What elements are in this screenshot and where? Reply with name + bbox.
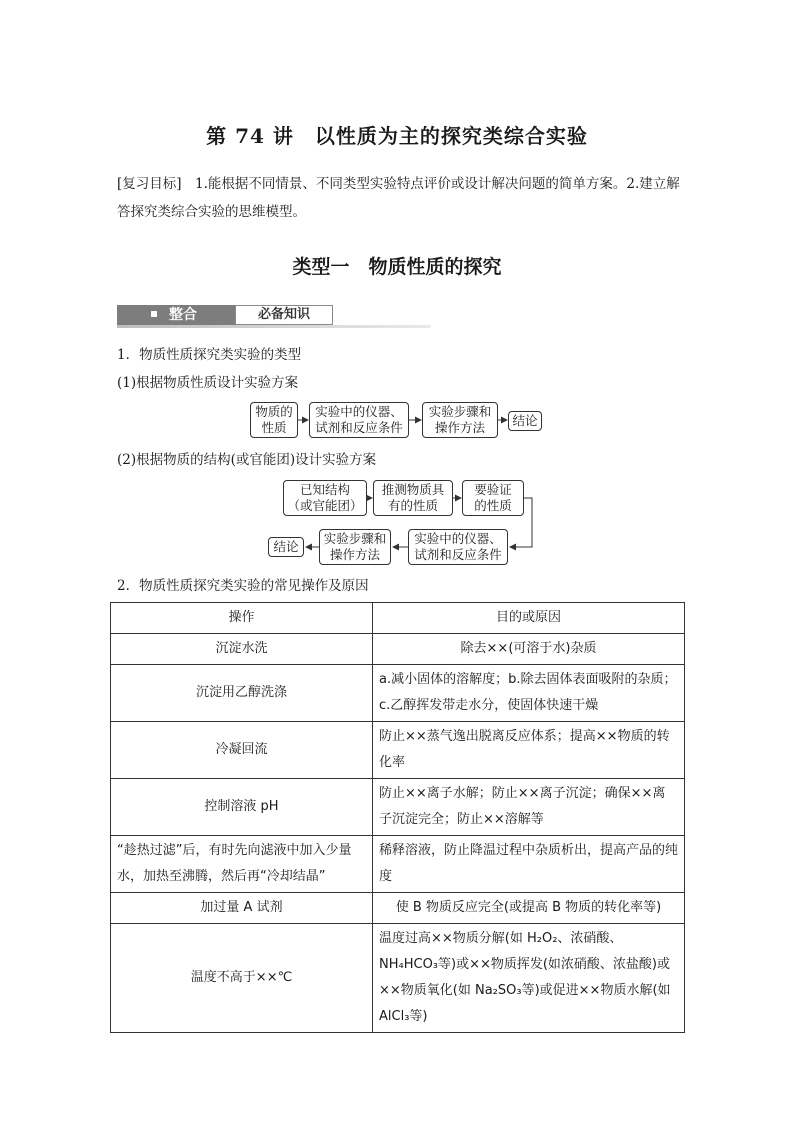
goal-text: 1.能根据不同情景、不同类型实验特点评价或设计解决问题的简单方案。2.建立解答探究类综合实验的思维模型。: [117, 176, 680, 220]
flow1-box-steps: 实验步骤和 操作方法: [422, 402, 498, 438]
table-cell-operation: 沉淀水洗: [111, 634, 373, 665]
heading-1: 1．物质性质探究类实验的类型: [117, 347, 302, 363]
flow1-box-instruments: 实验中的仪器、 试剂和反应条件: [309, 402, 409, 438]
flow2-box-inferred-properties: 推测物质具 有的性质: [373, 480, 453, 516]
subheading-1: (1)根据物质性质设计实验方案: [117, 375, 299, 391]
table-cell-operation: “趁热过滤”后，有时先向滤液中加入少量水，加热至沸腾，然后再“冷却结晶”: [111, 836, 373, 893]
table-cell-purpose: a.减小固体的溶解度；b.除去固体表面吸附的杂质；c.乙醇挥发带走水分，使固体快速干燥: [373, 665, 685, 722]
table-cell-purpose: 除去××(可溶于水)杂质: [373, 634, 685, 665]
flow2-box-instruments: 实验中的仪器、 试剂和反应条件: [408, 529, 508, 565]
subheading-2: (2)根据物质的结构(或官能团)设计实验方案: [117, 452, 377, 468]
flow1-box-conclusion: 结论: [508, 411, 542, 431]
table-cell-purpose: 防止××离子水解；防止××离子沉淀；确保××离子沉淀完全；防止××溶解等: [373, 779, 685, 836]
flow2-box-properties-to-verify: 要验证 的性质: [462, 480, 524, 516]
table-row: [111, 893, 685, 924]
table-cell-operation: 温度不高于××℃: [111, 924, 373, 1033]
table-cell-purpose: 稀释溶液，防止降温过程中杂质析出，提高产品的纯度: [373, 836, 685, 893]
table-row: [111, 779, 685, 836]
banner-dark-label: 整合: [169, 307, 197, 323]
table-cell-operation: 冷凝回流: [111, 722, 373, 779]
table-header-purpose: 目的或原因: [373, 603, 685, 634]
table-row: [111, 722, 685, 779]
flow1-box-properties: 物质的 性质: [250, 402, 298, 438]
section-title: 类型一 物质性质的探究: [292, 256, 502, 278]
flow2-box-steps: 实验步骤和 操作方法: [319, 529, 391, 565]
table-row: [111, 836, 685, 893]
table-row: [111, 634, 685, 665]
table-cell-purpose: 使 B 物质反应完全(或提高 B 物质的转化率等): [373, 893, 685, 924]
table-cell-purpose: 温度过高××物质分解(如 H₂O₂、浓硝酸、NH₄HCO₃等)或××物质挥发(如浓硝酸、浓盐酸)或××物质氧化(如 Na₂SO₃等)或促进××物质水解(如 AlCl₃等): [373, 924, 685, 1033]
heading-2: 2．物质性质探究类实验的常见操作及原因: [117, 578, 369, 594]
page-title: 第 74 讲 以性质为主的探究类综合实验: [206, 124, 588, 148]
table-cell-operation: 加过量 A 试剂: [111, 893, 373, 924]
flow2-box-conclusion: 结论: [268, 537, 304, 557]
table-header-row: [111, 603, 685, 634]
table-row: [111, 665, 685, 722]
banner-light-tab: 必备知识: [235, 305, 333, 325]
goal-label: [复习目标]: [117, 176, 182, 192]
operations-table: [110, 602, 685, 1033]
flow2-arrow-3: [510, 498, 532, 547]
table-cell-operation: 沉淀用乙醇洗涤: [111, 665, 373, 722]
table-cell-operation: 控制溶液 pH: [111, 779, 373, 836]
flow2-box-known-structure: 已知结构 （或官能团）: [283, 480, 367, 516]
table-cell-purpose: 防止××蒸气逸出脱离反应体系；提高××物质的转化率: [373, 722, 685, 779]
table-row: [111, 924, 685, 1033]
table-header-operation: 操作: [111, 603, 373, 634]
